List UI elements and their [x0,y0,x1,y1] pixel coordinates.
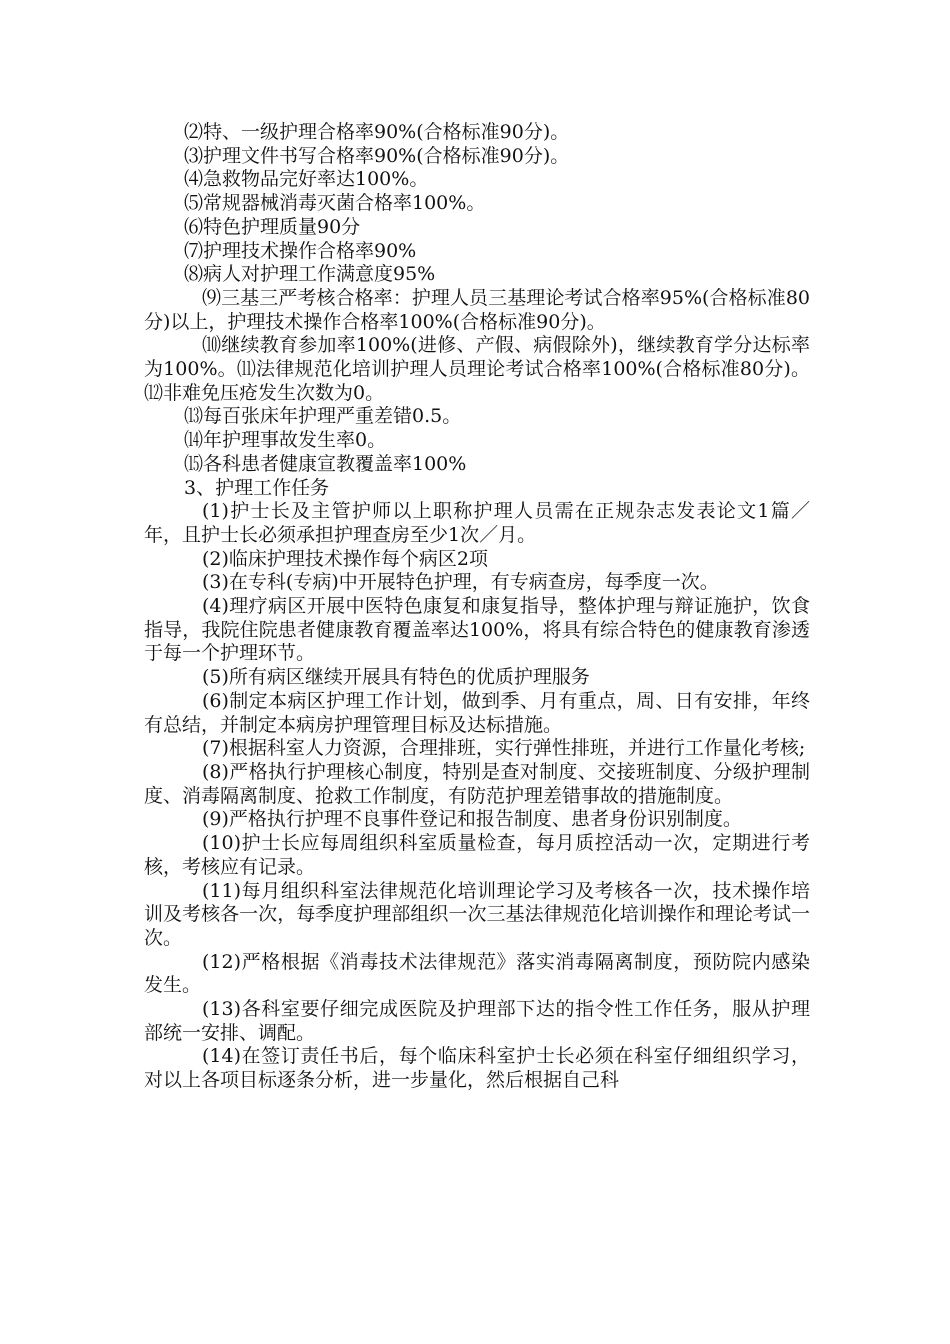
document-body [144,121,810,1093]
paragraph-task-8: (8)严格执行护理核心制度，特别是查对制度、交接班制度、分级护理制度、消毒隔离制度、抢救工作制度，有防范护理差错事故的措施制度。 [144,760,810,807]
paragraph-target-6: ⑹特色护理质量90分 [184,215,361,238]
paragraph-task-13: (13)各科室要仔细完成医院及护理部下达的指令性工作任务，服从护理部统一安排、调配。 [144,998,810,1044]
paragraph-task-1: (1)护士长及主管护师以上职称护理人员需在正规杂志发表论文1篇／年，且护士长必须承担护理查房至少1次／月。 [144,500,810,546]
paragraph-task-3: (3)在专科(专病)中开展特色护理，有专病查房，每季度一次。 [202,571,719,594]
paragraph-target-15: ⒂各科患者健康宣教覆盖率100% [184,452,467,475]
paragraph-task-5: (5)所有病区继续开展具有特色的优质护理服务 [202,666,590,689]
paragraph-target-14: ⒁年护理事故发生率0。 [184,429,387,452]
paragraph-target-3: ⑶护理文件书写合格率90%(合格标准90分)。 [184,144,570,167]
paragraph-target-13: ⒀每百张床年护理严重差错0.5。 [184,405,462,428]
paragraph-task-7: (7)根据科室人力资源，合理排班，实行弹性排班，并进行工作量化考核; [202,737,806,760]
paragraph-target-9: ⑼三基三严考核合格率：护理人员三基理论考试合格率95%(合格标准80分)以上，护理技术操作合格率100%(合格标准90分)。 [144,286,810,333]
paragraph-task-12: (12)严格根据《消毒技术法律规范》落实消毒隔离制度，预防院内感染发生。 [144,950,810,997]
section-heading-tasks: 3、护理工作任务 [184,476,330,499]
paragraph-task-14: (14)在签订责任书后，每个临床科室护士长必须在科室仔细组织学习，对以上各项目标逐条分析，进一步量化，然后根据自己科 [144,1045,810,1092]
paragraph-target-4: ⑷急救物品完好率达100%。 [184,168,429,191]
paragraph-task-6: (6)制定本病区护理工作计划，做到季、月有重点，周、日有安排，年终有总结，并制定本病房护理管理目标及达标措施。 [144,689,810,736]
paragraph-target-7: ⑺护理技术操作合格率90% [184,239,417,262]
paragraph-target-5: ⑸常规器械消毒灭菌合格率100%。 [184,192,486,215]
paragraph-task-4: (4)理疗病区开展中医特色康复和康复指导，整体护理与辩证施护，饮食指导，我院住院患者健康教育覆盖率达100%，将具有综合特色的健康教育渗透于每一个护理环节。 [144,595,810,665]
paragraph-task-11: (11)每月组织科室法律规范化培训理论学习及考核各一次，技术操作培训及考核各一次，每季度护理部组织一次三基法律规范化培训操作和理论考试一次。 [144,879,810,949]
paragraph-target-2: ⑵特、一级护理合格率90%(合格标准90分)。 [184,121,570,143]
paragraph-task-9: (9)严格执行护理不良事件登记和报告制度、患者身份识别制度。 [202,808,742,831]
paragraph-task-10: (10)护士长应每周组织科室质量检查，每月质控活动一次，定期进行考核，考核应有记录。 [144,832,810,878]
paragraph-task-2: (2)临床护理技术操作每个病区2项 [202,547,489,570]
paragraph-target-10-12: ⑽继续教育参加率100%(进修、产假、病假除外)，继续教育学分达标率为100%。⑾法律规范化培训护理人员理论考试合格率100%(合格标准80分)。⑿非难免压疮发生次数为0。 [144,334,810,404]
paragraph-target-8: ⑻病人对护理工作满意度95% [184,263,436,286]
